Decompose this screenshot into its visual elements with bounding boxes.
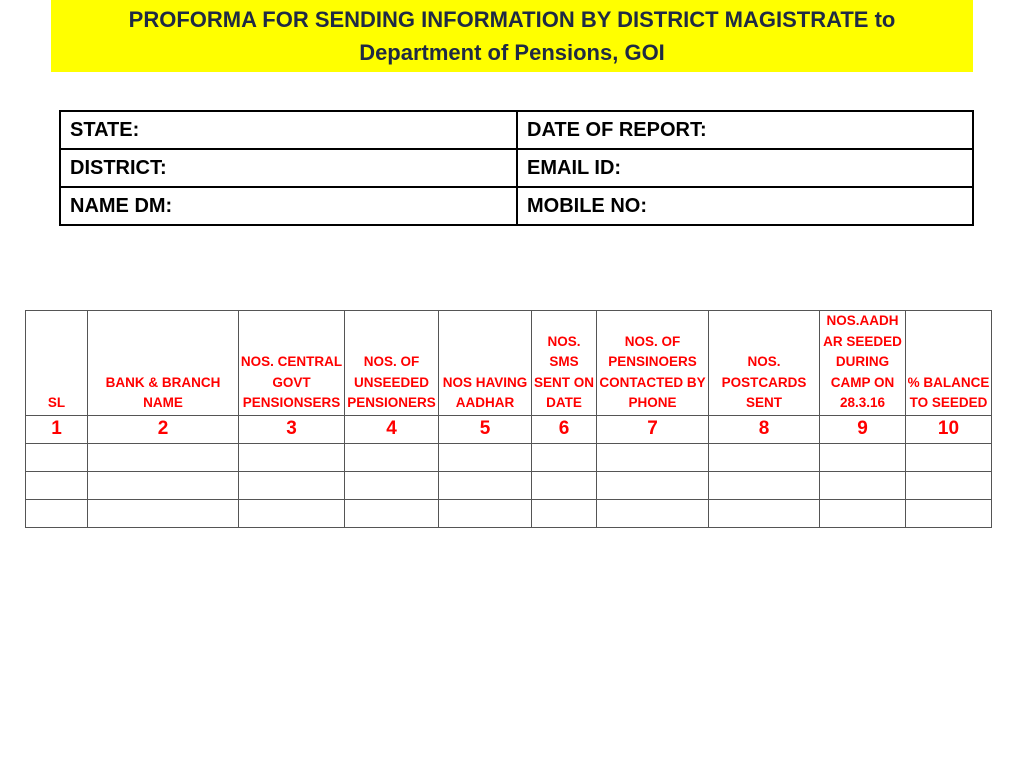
table-cell[interactable] (597, 499, 709, 527)
table-cell[interactable] (709, 443, 820, 471)
column-number: 8 (709, 415, 820, 443)
info-row (60, 187, 973, 225)
column-header-line: NOS. CENTRAL (240, 354, 343, 369)
table-cell[interactable] (439, 443, 532, 471)
table-cell[interactable] (26, 499, 88, 527)
state-field[interactable]: STATE: (60, 111, 517, 149)
table-cell[interactable] (906, 471, 992, 499)
column-header-line: 28.3.16 (839, 395, 886, 410)
column-header (906, 311, 992, 416)
table-cell[interactable] (88, 471, 239, 499)
table-cell[interactable] (345, 471, 439, 499)
table-cell[interactable] (239, 499, 345, 527)
table-cell[interactable] (820, 499, 906, 527)
column-number-row (26, 415, 992, 443)
column-header-line: DURING (835, 354, 890, 369)
column-number: 7 (597, 415, 709, 443)
table-cell[interactable] (88, 499, 239, 527)
column-header-line: TO SEEDED (909, 395, 988, 410)
column-header-line: PHONE (628, 395, 677, 410)
column-header (820, 311, 906, 416)
column-header-line: BANK & BRANCH (105, 374, 221, 390)
column-number: 3 (239, 415, 345, 443)
column-header-line: AR SEEDED (823, 333, 902, 349)
mobile-no-field[interactable]: MOBILE NO: (517, 187, 973, 225)
table-cell[interactable] (26, 443, 88, 471)
name-dm-field[interactable]: NAME DM: (60, 187, 517, 225)
column-header-line: PENSINOERS (608, 354, 697, 369)
column-number: 5 (439, 415, 532, 443)
table-cell[interactable] (239, 443, 345, 471)
column-header-line: DATE (546, 395, 582, 410)
column-header-line: AADHAR (455, 395, 515, 410)
column-number: 1 (26, 415, 88, 443)
table-cell[interactable] (26, 471, 88, 499)
column-number: 2 (88, 415, 239, 443)
table-cell[interactable] (345, 443, 439, 471)
table-cell[interactable] (820, 471, 906, 499)
column-header-line: PENSIONSERS (242, 395, 341, 410)
info-row (60, 111, 973, 149)
title-line-2: Department of Pensions, GOI (359, 40, 665, 65)
column-header (597, 311, 709, 416)
table-cell[interactable] (239, 471, 345, 499)
column-number: 10 (906, 415, 992, 443)
column-header-line: SL (47, 395, 66, 410)
column-header-line: SMS (549, 354, 579, 369)
column-header-line: NAME (143, 395, 183, 410)
column-header (532, 311, 597, 416)
info-table (59, 110, 974, 226)
table-cell[interactable] (820, 443, 906, 471)
column-header-line: NOS. OF (363, 354, 420, 369)
column-header (26, 311, 88, 416)
column-header-line: POSTCARDS (721, 374, 807, 390)
table-cell[interactable] (709, 499, 820, 527)
column-header-line: NOS. (547, 333, 581, 349)
column-header-line: NOS. OF (624, 333, 681, 349)
column-header (239, 311, 345, 416)
column-header-line: PENSIONERS (347, 395, 436, 410)
title-banner (51, 0, 973, 72)
table-cell[interactable] (532, 471, 597, 499)
table-cell[interactable] (709, 471, 820, 499)
date-of-report-field[interactable]: DATE OF REPORT: (517, 111, 973, 149)
column-header (439, 311, 532, 416)
info-row (60, 149, 973, 187)
column-header-line: CONTACTED BY (599, 374, 706, 390)
table-cell[interactable] (345, 499, 439, 527)
district-field[interactable]: DISTRICT: (60, 149, 517, 187)
column-header-line: % BALANCE (907, 374, 990, 390)
table-cell[interactable] (439, 471, 532, 499)
column-header-line: SENT (745, 395, 782, 410)
table-cell[interactable] (88, 443, 239, 471)
table-cell[interactable] (597, 471, 709, 499)
column-number: 4 (345, 415, 439, 443)
table-cell[interactable] (532, 443, 597, 471)
header-row (26, 311, 992, 416)
table-row (26, 443, 992, 471)
table-cell[interactable] (597, 443, 709, 471)
column-header (709, 311, 820, 416)
table-row (26, 471, 992, 499)
email-id-field[interactable]: EMAIL ID: (517, 149, 973, 187)
column-number: 6 (532, 415, 597, 443)
column-header (345, 311, 439, 416)
column-header-line: GOVT (272, 374, 311, 390)
column-header-line: CAMP ON (830, 374, 895, 390)
table-cell[interactable] (906, 443, 992, 471)
column-header (88, 311, 239, 416)
table-row (26, 499, 992, 527)
table-cell[interactable] (906, 499, 992, 527)
column-number: 9 (820, 415, 906, 443)
column-header-line: UNSEEDED (353, 374, 429, 390)
proforma-table (25, 310, 992, 528)
table-cell[interactable] (439, 499, 532, 527)
title-line-1: PROFORMA FOR SENDING INFORMATION BY DISTRICT MAGISTRATE to (128, 7, 896, 32)
column-header-line: NOS. (747, 354, 781, 369)
column-header-line: NOS HAVING (442, 374, 528, 390)
table-cell[interactable] (532, 499, 597, 527)
column-header-line: SENT ON (533, 374, 594, 390)
column-header-line: NOS.AADH (826, 313, 899, 328)
